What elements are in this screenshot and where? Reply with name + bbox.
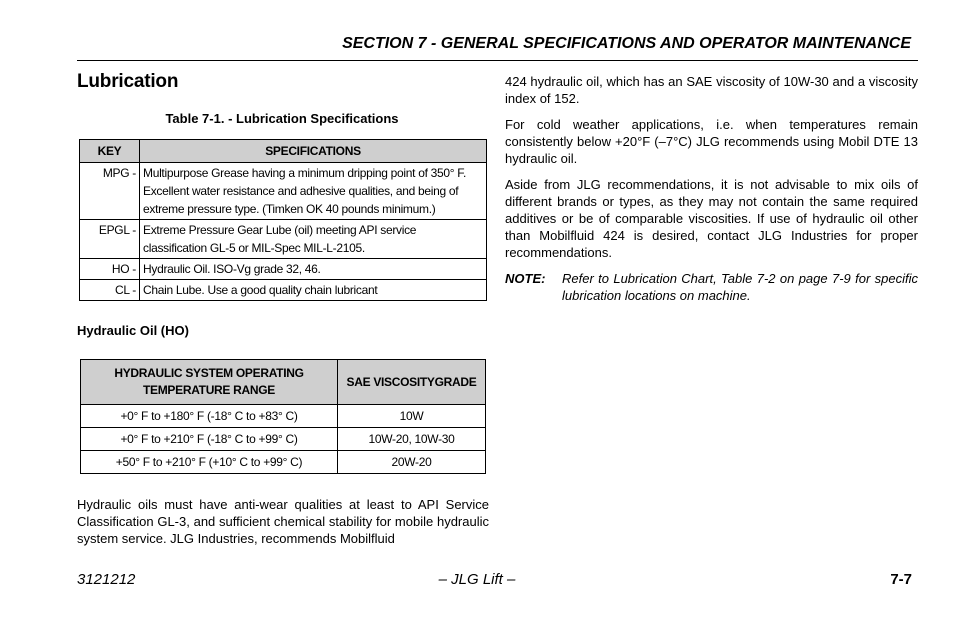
row-key: HO - xyxy=(80,259,140,280)
table-row xyxy=(81,428,486,451)
body-paragraph: Aside from JLG recommendations, it is not advisable to mix oils of different brands or types, as they may not contain the same required additives or be of comparable viscosities. If use of hydraulic oil other than Mobilfluid 424 is desired, contact JLG Industries for proper recommendations. xyxy=(505,177,918,260)
section-heading: Lubrication xyxy=(77,71,179,92)
note xyxy=(505,270,918,304)
note-label: NOTE: xyxy=(505,271,546,286)
body-paragraph: Hydraulic oils must have anti-wear qualities at least to API Service Classification GL-3, and sufficient chemical stability for mobile hydraulic system service. JLG Industries, recommends Mobilfluid xyxy=(77,497,489,546)
page-number: 7-7 xyxy=(890,571,912,588)
viscosity-grade-cell: 10W-20, 10W-30 xyxy=(338,428,486,451)
lubrication-table-caption: Table 7-1. - Lubrication Specifications xyxy=(165,111,399,126)
viscosity-grade-cell: 20W-20 xyxy=(338,451,486,474)
row-key: EPGL - xyxy=(80,220,140,259)
row-key: MPG - xyxy=(80,163,140,220)
row-spec: Multipurpose Grease having a minimum dripping point of 350° F. Excellent water resistance and adhesive qualities, and being of extreme pressure type. (Timken OK 40 pounds minimum.) xyxy=(140,163,487,220)
column-header-viscosity-grade: SAE VISCOSITYGRADE xyxy=(338,360,486,405)
table-row xyxy=(81,405,486,428)
table-row xyxy=(80,280,487,301)
body-paragraph: For cold weather applications, i.e. when temperatures remain consistently below +20°F (–7°C) JLG recommends using Mobil DTE 13 hydraulic oil. xyxy=(505,117,918,166)
footer-brand: – JLG Lift – xyxy=(438,571,516,588)
section-title: SECTION 7 - GENERAL SPECIFICATIONS AND OPERATOR MAINTENANCE xyxy=(342,35,911,52)
temperature-range-cell: +0° F to +180° F (-18° C to +83° C) xyxy=(81,405,338,428)
body-paragraph: 424 hydraulic oil, which has an SAE viscosity of 10W-30 and a viscosity index of 152. xyxy=(505,74,918,106)
document-number: 3121212 xyxy=(77,571,136,588)
header-divider xyxy=(77,60,918,61)
hydraulic-oil-table xyxy=(80,359,486,474)
table-header-row xyxy=(80,140,487,163)
temperature-range-cell: +0° F to +210° F (-18° C to +99° C) xyxy=(81,428,338,451)
temperature-range-cell: +50° F to +210° F (+10° C to +99° C) xyxy=(81,451,338,474)
table-row xyxy=(80,259,487,280)
column-header-specifications: SPECIFICATIONS xyxy=(140,140,487,163)
column-header-key: KEY xyxy=(80,140,140,163)
column-header-temperature-range: HYDRAULIC SYSTEM OPERATING TEMPERATURE RANGE xyxy=(81,360,338,405)
note-text: Refer to Lubrication Chart, Table 7-2 on page 7-9 for specific lubrication locations on machine. xyxy=(562,271,918,303)
row-spec: Hydraulic Oil. ISO-Vg grade 32, 46. xyxy=(140,259,487,280)
table-row xyxy=(81,451,486,474)
table-row xyxy=(80,220,487,259)
row-spec: Extreme Pressure Gear Lube (oil) meeting API service classification GL-5 or MIL-Spec MIL-L-2105. xyxy=(140,220,487,259)
right-column xyxy=(505,73,918,304)
hydraulic-oil-subheading: Hydraulic Oil (HO) xyxy=(77,323,189,338)
lubrication-specifications-table xyxy=(79,139,487,301)
row-spec: Chain Lube. Use a good quality chain lubricant xyxy=(140,280,487,301)
viscosity-grade-cell: 10W xyxy=(338,405,486,428)
row-key: CL - xyxy=(80,280,140,301)
table-row xyxy=(80,163,487,220)
table-header-row xyxy=(81,360,486,405)
